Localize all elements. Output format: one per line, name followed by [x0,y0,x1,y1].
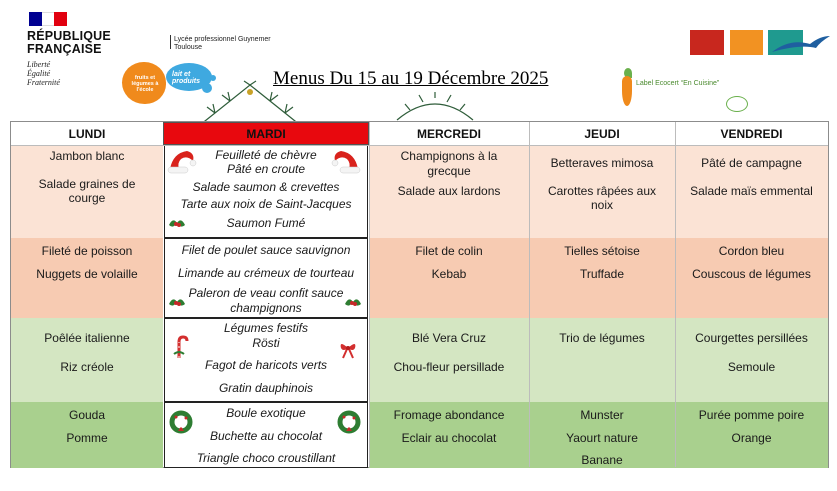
gift-bow-icon [337,338,359,360]
dessert-cell: Purée pomme poire Orange [675,402,828,468]
menu-table [10,121,829,468]
column-divider [529,122,530,467]
dessert-cell: Fromage abondance Eclair au chocolat [369,402,529,468]
day-column-lundi [11,122,163,467]
entree-cell: Betteraves mimosa Carottes râpées aux noix [529,145,675,238]
santa-hat-icon [167,147,197,175]
day-column-mardi [163,122,369,467]
dessert-cell: Boule exotique Buchette au chocolat Triangle choco croustillant [164,402,368,468]
plat-cell: Filet de colin Kebab [369,238,529,318]
plat-cell: Fileté de poisson Nuggets de volaille [11,238,163,318]
page-title: Menus Du 15 au 19 Décembre 2025 [273,68,549,89]
day-header: JEUDI [584,126,620,141]
plat-cell: Tielles sétoise Truffade [529,238,675,318]
legume-cell: Légumes festifs Rösti Fagot de haricots verts Gratin dauphinois [164,318,368,402]
legume-cell: Poêlée italienne Riz créole [11,318,163,402]
bird-logo-icon [770,34,832,56]
day-header: MARDI [163,122,369,145]
santa-hat-icon [331,147,361,175]
school-name: Lycée professionnel Guynemer Toulouse [174,36,271,51]
legume-cell: Trio de légumes [529,318,675,402]
day-column-mercredi [369,122,529,467]
republic-name: RÉPUBLIQUE FRANÇAISE [27,29,111,56]
plat-cell: Cordon bleu Couscous de légumes [675,238,828,318]
pine-garland-right-icon [395,92,475,124]
brand-square-red [690,30,724,55]
holly-icon [167,215,187,231]
holly-icon [167,294,187,310]
candy-cane-icon [171,334,193,360]
day-header: LUNDI [68,126,106,141]
day-header: MERCREDI [416,126,481,141]
christmas-wreath-icon [336,409,362,435]
dessert-cell: Munster Yaourt nature Banane [529,402,675,468]
dessert-cell: Gouda Pomme [11,402,163,468]
republic-motto: Liberté Égalité Fraternité [27,60,60,87]
row-divider [11,145,828,146]
legume-cell: Blé Vera Cruz Chou-fleur persillade [369,318,529,402]
carrot-icon [622,76,632,106]
holly-icon [343,294,363,310]
day-column-jeudi [529,122,675,467]
entree-cell: Champignons à la grecque Salade aux lardons [369,145,529,238]
header-divider [170,35,171,49]
column-divider [675,122,676,467]
day-header: VENDREDI [720,126,783,141]
brand-square-orange [730,30,763,55]
entree-cell: Pâté de campagne Salade maïs emmental [675,145,828,238]
ecocert-label-logo: Label Ecocert “En Cuisine” [622,62,757,114]
plat-cell: Filet de poulet sauce sauvignon Limande au crémeux de tourteau Paleron de veau confit sauce champignons [164,238,368,318]
fruits-legumes-logo: fruits et légumes à l'école [122,62,166,104]
lait-produits-logo: lait et produits [166,63,218,97]
legume-cell: Courgettes persillées Semoule [675,318,828,402]
column-divider [369,122,370,467]
christmas-wreath-icon [168,409,194,435]
entree-cell: Jambon blanc Salade graines de courge [11,145,163,238]
french-flag-icon [29,12,67,26]
ecocert-seal-icon [726,96,748,112]
day-column-vendredi [675,122,828,467]
entree-cell: Feuilleté de chèvre Pâté en croute Salade saumon & crevettes Tarte aux noix de Saint-Jacques Saumon Fumé [164,145,368,238]
